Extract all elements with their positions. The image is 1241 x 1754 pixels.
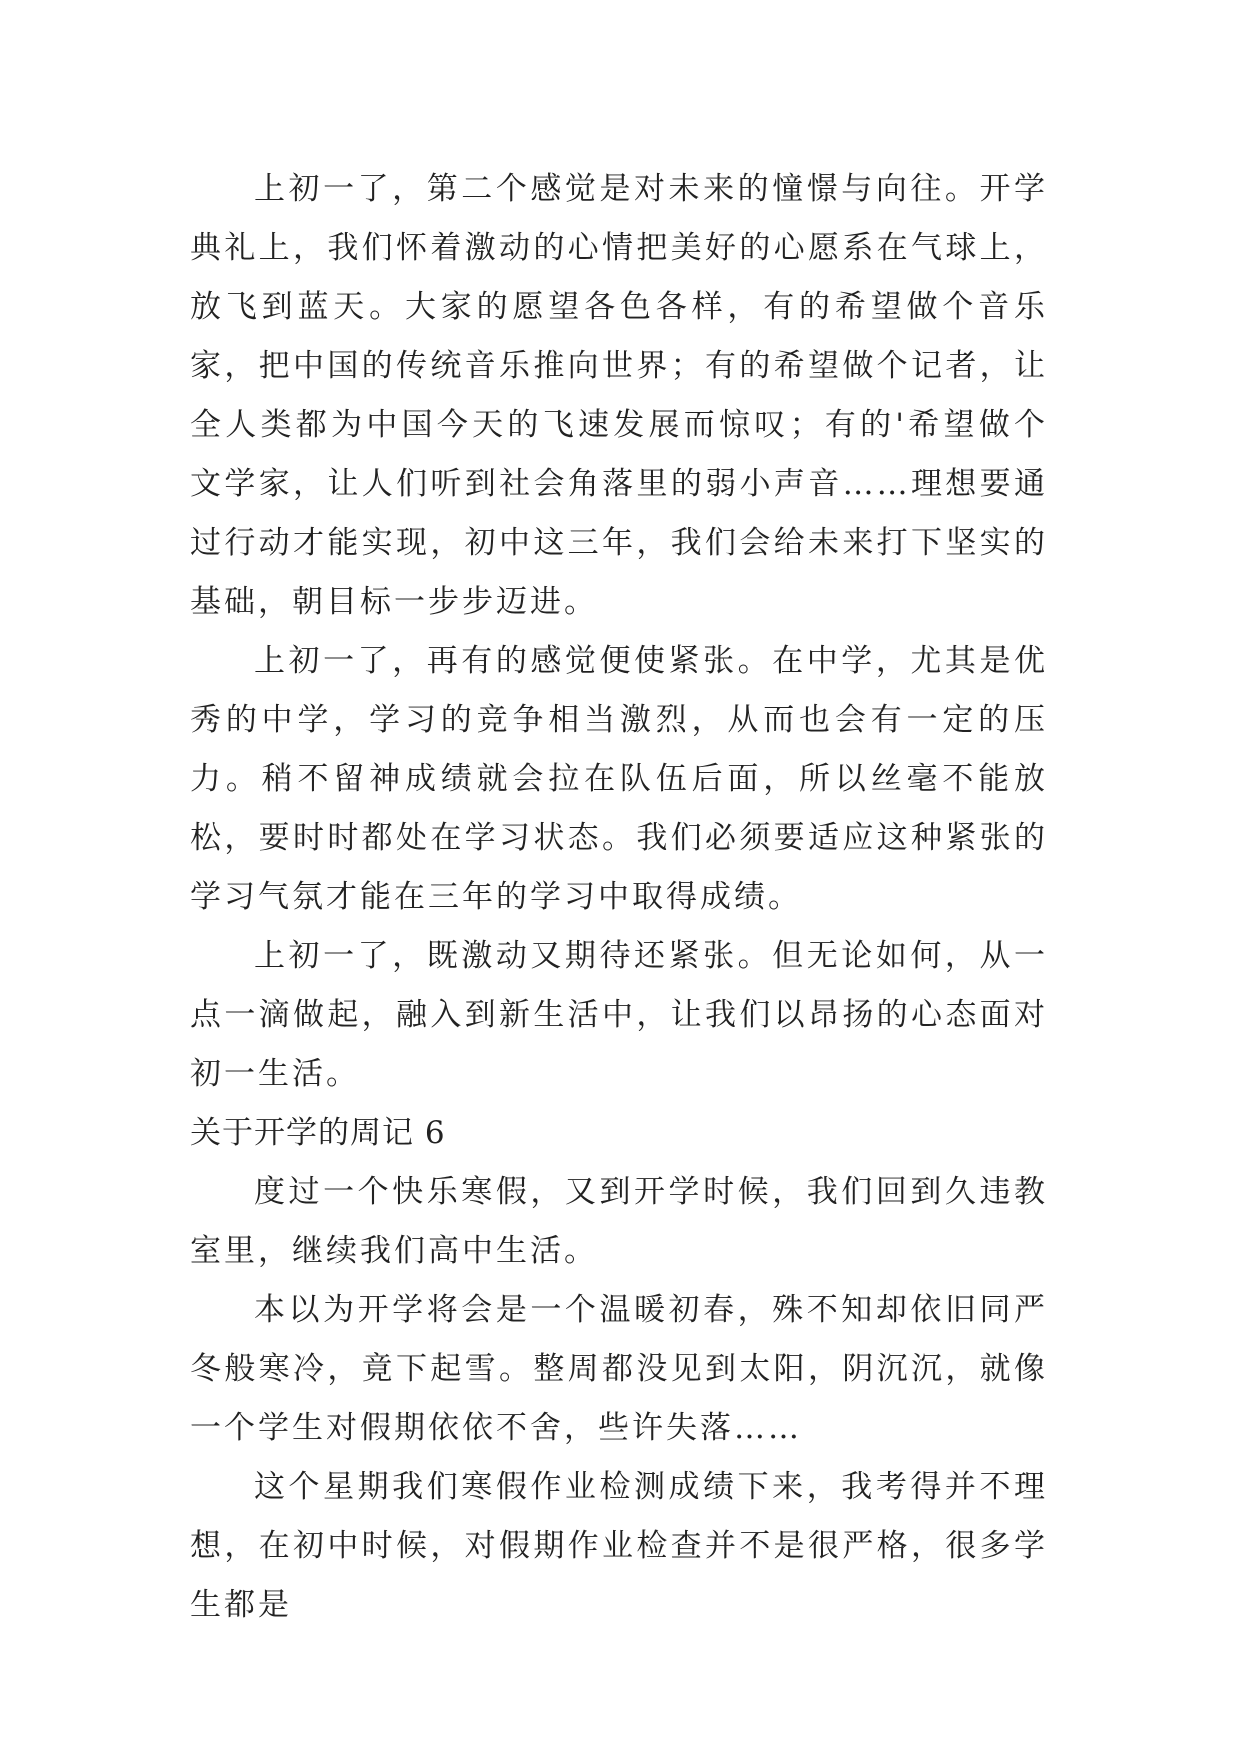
document-body [190,160,1048,1635]
paragraph-1: 上初一了，第二个感觉是对未来的憧憬与向往。开学典礼上，我们怀着激动的心情把美好的心愿系在气球上，放飞到蓝天。大家的愿望各色各样，有的希望做个音乐家，把中国的传统音乐推向世界；有的希望做个记者，让全人类都为中国今天的飞速发展而惊叹；有的'希望做个文学家，让人们听到社会角落里的弱小声音……理想要通过行动才能实现，初中这三年，我们会给未来打下坚实的基础，朝目标一步步迈进。 [190,171,1048,620]
paragraph-5: 本以为开学将会是一个温暖初春，殊不知却依旧同严冬般寒冷，竟下起雪。整周都没见到太阳，阴沉沉，就像一个学生对假期依依不舍，些许失落…… [190,1292,1048,1446]
paragraph-4: 度过一个快乐寒假，又到开学时候，我们回到久违教室里，继续我们高中生活。 [190,1174,1048,1269]
paragraph-6: 这个星期我们寒假作业检测成绩下来，我考得并不理想，在初中时候，对假期作业检查并不是很严格，很多学生都是 [190,1469,1048,1623]
paragraph-3: 上初一了，既激动又期待还紧张。但无论如何，从一点一滴做起，融入到新生活中，让我们以昂扬的心态面对初一生活。 [190,938,1048,1092]
paragraph-2: 上初一了，再有的感觉便使紧张。在中学，尤其是优秀的中学，学习的竞争相当激烈，从而也会有一定的压力。稍不留神成绩就会拉在队伍后面，所以丝毫不能放松，要时时都处在学习状态。我们必须要适应这种紧张的学习气氛才能在三年的学习中取得成绩。 [190,643,1048,915]
section-heading: 关于开学的周记 6 [190,1115,446,1151]
